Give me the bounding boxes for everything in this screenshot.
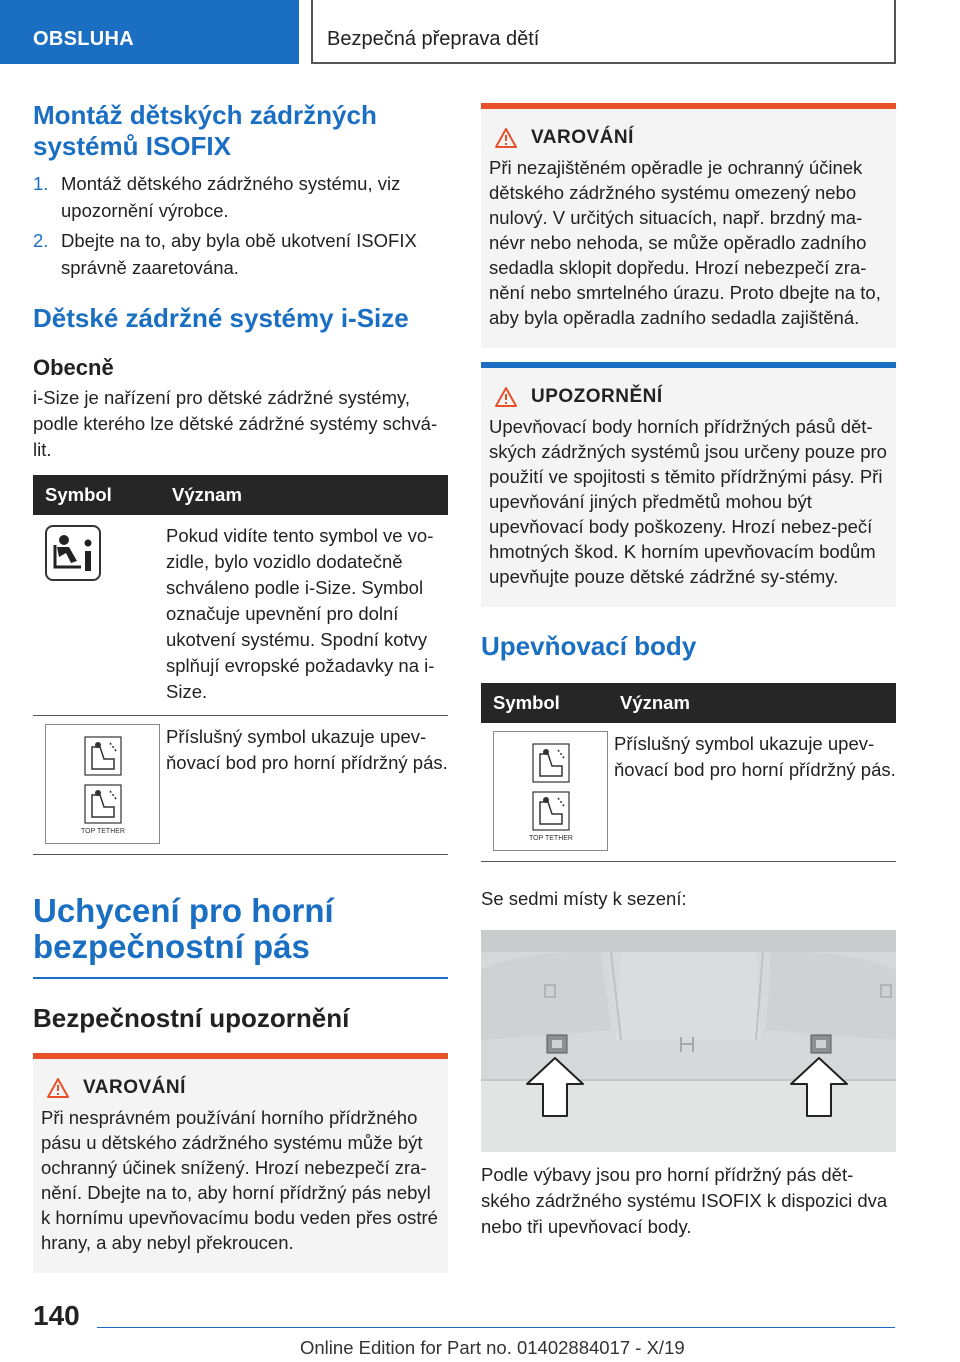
tether-heading: Uchycení pro horní bezpečnostní pás	[33, 892, 334, 965]
anchor-heading: Upevňovací body	[481, 631, 697, 661]
tether-heading-rule	[33, 977, 448, 979]
warning-title-text: VAROVÁNÍ	[531, 127, 634, 148]
table-row	[33, 716, 448, 855]
header-section-label: OBSLUHA	[33, 28, 134, 50]
warning-title	[495, 127, 888, 149]
anchor-availability-text: Podle výbavy jsou pro horní přídržný pás dět-ského zádržného systému ISOFIX k dispozici dva nebo tři upevňovací body.	[481, 1164, 888, 1237]
right-column	[481, 103, 896, 1240]
warning-box	[33, 1053, 448, 1273]
warning-triangle-icon	[495, 128, 517, 148]
page-number: 140	[33, 1300, 80, 1331]
safety-heading: Bezpečnostní upozornění	[33, 1003, 350, 1033]
warning-box	[481, 103, 896, 348]
table-row	[481, 723, 896, 862]
isize-heading: Dětské zádržné systémy i-Size	[33, 303, 409, 333]
isize-child-seat-icon	[45, 525, 101, 581]
table-header-symbol: Symbol	[481, 683, 608, 723]
warning-triangle-icon	[47, 1078, 69, 1098]
seven-seats-text: Se sedmi místy k sezení:	[481, 888, 687, 909]
table-header-meaning: Význam	[608, 683, 896, 723]
caution-box	[481, 362, 896, 607]
table-header-meaning: Význam	[160, 475, 448, 515]
caution-title	[495, 386, 888, 408]
footer-edition: Online Edition for Part no. 01402884017 - X/19	[300, 1337, 685, 1358]
symbol-cell	[481, 723, 608, 862]
warning-title-text: VAROVÁNÍ	[83, 1077, 186, 1098]
rear-seat-anchor-photo	[481, 930, 896, 1152]
warning-text: Při nesprávném používání horního přídržného pásu u dětského zádržného systému může být ochranný účinek snížený. Hrozí nebezpečí zra-nění. Dbejte na to, aby horní přídržný pás nebyl k hornímu upevňovacímu bodu veden přes ostré hrany, a aby nebyl překroucen.	[41, 1107, 438, 1253]
warning-title	[47, 1077, 440, 1099]
top-tether-caption: TOP TETHER	[529, 835, 573, 842]
caution-title-text: UPOZORNĚNÍ	[531, 386, 663, 407]
top-tether-icon	[493, 731, 608, 851]
table-header-symbol: Symbol	[33, 475, 160, 515]
step-item	[33, 227, 448, 281]
step-text: Montáž dětského zádržného systému, viz upozornění výrobce.	[61, 173, 401, 221]
meaning-cell: Příslušný symbol ukazuje upev-ňovací bod pro horní přídržný pás.	[160, 716, 448, 855]
table-row	[33, 515, 448, 716]
warning-text: Při nezajištěném opěradle je ochranný účinek dětského zádržného systému omezený nebo nulový. V určitých situacích, např. brzdný ma-névr nebo nehoda, se může opěradlo zadního sedadla sklopit dopředu. Hrozí nebezpečí zra-nění nebo smrtelného úrazu. Proto dbejte na to, aby byla opěradla zadního sedadla zajištěná.	[489, 157, 881, 328]
isofix-heading: Montáž dětských zádržných systémů ISOFIX	[33, 100, 377, 161]
symbol-cell	[33, 515, 160, 716]
footer-rule	[97, 1327, 895, 1328]
caution-triangle-icon	[495, 387, 517, 407]
step-number: 1.	[33, 173, 49, 194]
top-tether-caption: TOP TETHER	[81, 828, 125, 835]
step-item	[33, 170, 448, 224]
symbol-cell	[33, 716, 160, 855]
header-chapter-label: Bezpečná přeprava dětí	[327, 28, 540, 50]
top-tether-icon	[45, 724, 160, 844]
isofix-steps	[33, 170, 448, 281]
general-text: i-Size je nařízení pro dětské zádržné systémy, podle kterého lze dětské zádržné systémy schvá-lit.	[33, 387, 438, 460]
isize-symbol-table	[33, 475, 448, 855]
header-chapter-tab	[311, 0, 896, 64]
header-section-tab	[0, 0, 299, 64]
meaning-cell: Příslušný symbol ukazuje upev-ňovací bod pro horní přídržný pás.	[608, 723, 896, 862]
left-column	[33, 100, 448, 1273]
caution-text: Upevňovací body horních přídržných pásů dět-ských zádržných systémů jsou určeny pouze pro použití ve spojitosti s těmito přídržnými pásy. Při upevňování jiných předmětů mohou být upevňovací body poškozeny. Hrozí nebez-pečí hmotných škod. K horním upevňovacím bodům upevňujte pouze dětské zádržné sy-stémy.	[489, 416, 887, 587]
step-number: 2.	[33, 230, 49, 251]
anchor-symbol-table	[481, 683, 896, 862]
step-text: Dbejte na to, aby byla obě ukotvení ISOFIX správně zaaretována.	[61, 230, 417, 278]
general-heading: Obecně	[33, 355, 114, 380]
meaning-cell: Pokud vidíte tento symbol ve vo-zidle, bylo vozidlo dodatečně schváleno podle i-Size. Symbol označuje upevnění pro dolní ukotvení systému. Spodní kotvy splňují evropské požadavky na i-Size.	[160, 515, 448, 716]
